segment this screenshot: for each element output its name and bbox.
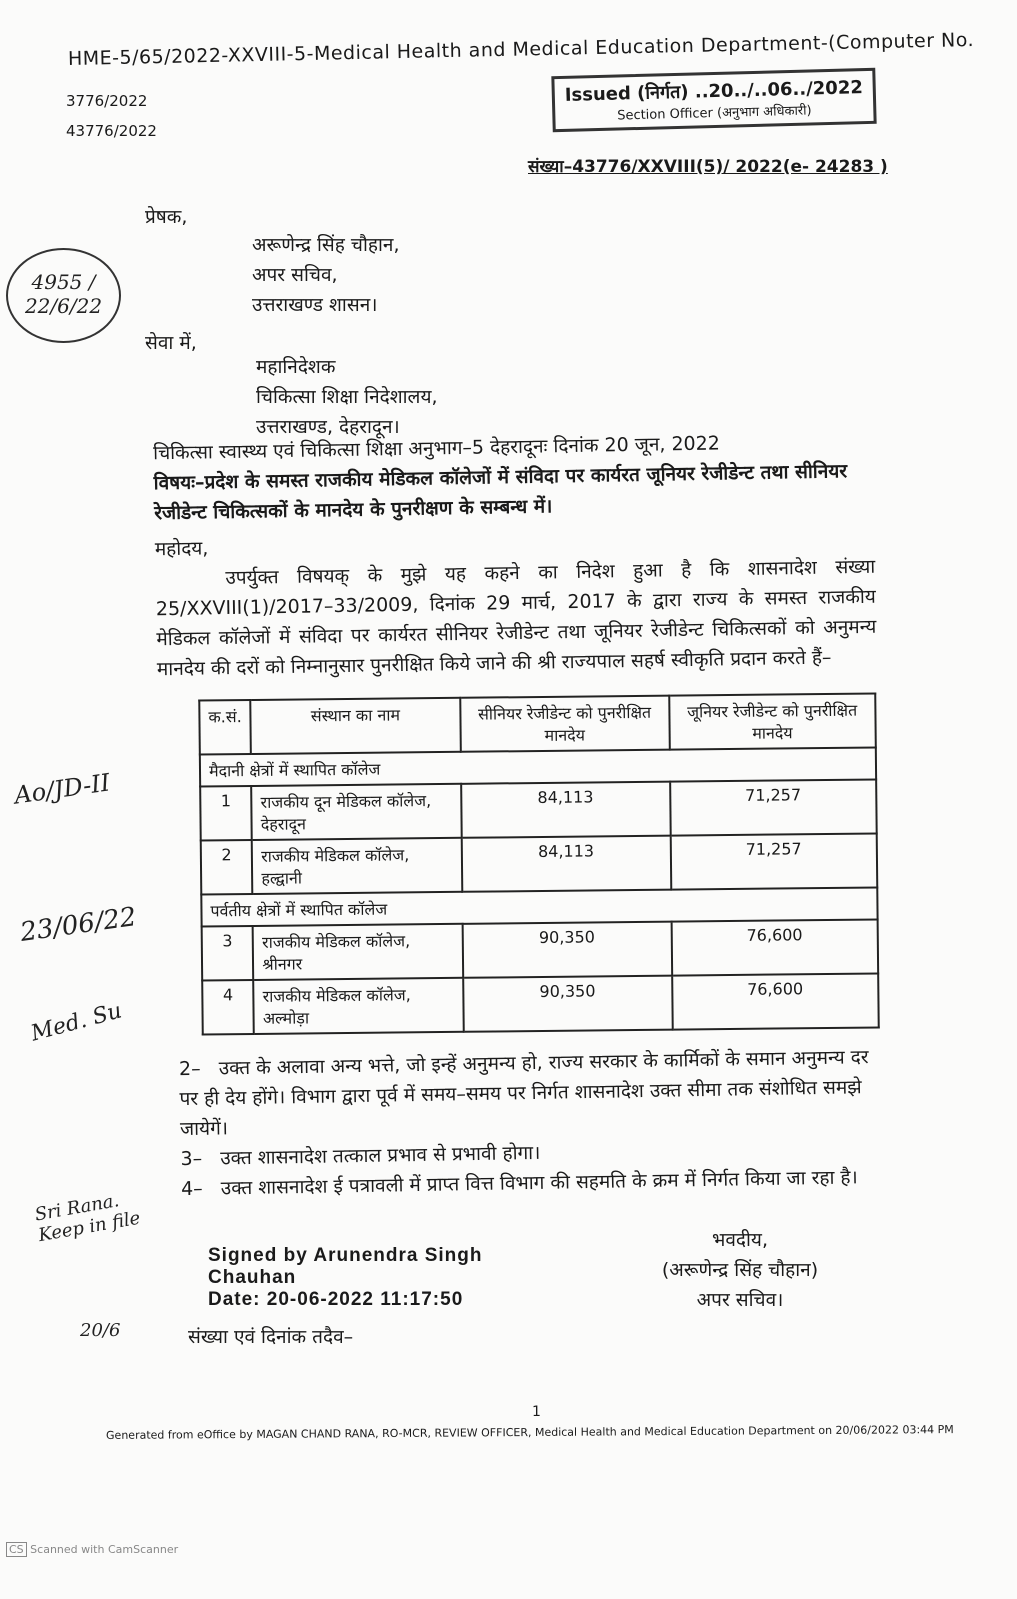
closing-block xyxy=(640,1225,840,1315)
handwritten-receipt-circle: 4955 / 22/6/22 xyxy=(6,248,121,343)
table-row xyxy=(202,919,879,980)
table-row xyxy=(201,833,878,894)
handwritten-note-4: Sri Rana. Keep in file xyxy=(33,1190,142,1247)
row-senior: 84,113 xyxy=(461,782,670,838)
recipient-label: सेवा में, xyxy=(145,332,197,354)
letter-number: संख्या–43776/XXVIII(5)/ 2022(e- 24283 ) xyxy=(528,157,888,177)
letter-body xyxy=(153,426,877,685)
camscanner-text: Scanned with CamScanner xyxy=(30,1543,179,1556)
row-institution: राजकीय मेडिकल कॉलेज, हल्द्वानी xyxy=(252,838,462,894)
digital-signature xyxy=(208,1245,482,1311)
signature-line-2: Chauhan xyxy=(208,1267,297,1288)
point-number: 4– xyxy=(180,1177,203,1201)
row-institution: राजकीय मेडिकल कॉलेज, श्रीनगर xyxy=(253,924,463,980)
col-header-institution: संस्थान का नाम xyxy=(251,698,461,754)
table-row xyxy=(200,779,877,840)
row-institution: राजकीय मेडिकल कॉलेज, अल्मोड़ा xyxy=(253,978,463,1034)
recipient-block xyxy=(256,352,438,442)
recipient-name: महानिदेशक xyxy=(256,356,336,378)
row-sno: 2 xyxy=(201,840,253,895)
sender-designation: अपर सचिव, xyxy=(252,264,338,286)
eoffice-footer: Generated from eOffice by MAGAN CHAND RANA, RO-MCR, REVIEW OFFICER, Medical Health and Medical Education Department on 20/06/2022 03:44 PM xyxy=(105,1423,954,1442)
subject: विषयः–प्रदेश के समस्त राजकीय मेडिकल कॉलेजों में संविदा पर कार्यरत जूनियर रेजीडेन्ट तथा सीनियर रेजीडेन्ट चिकित्सकों के मानदेय के पुनरीक्षण के सम्बन्ध में। xyxy=(153,460,848,525)
camscanner-logo-icon: CS xyxy=(6,1542,27,1557)
section-hills: पर्वतीय क्षेत्रों में स्थापित कॉलेज xyxy=(201,887,877,926)
recipient-place: उत्तराखण्ड, देहरादून। xyxy=(256,416,400,438)
department-line: चिकित्सा स्वास्थ्य एवं चिकित्सा शिक्षा अनुभाग–5 देहरादूनः दिनांक 20 जून, 2022 xyxy=(152,432,721,465)
point-number: 2– xyxy=(178,1057,201,1081)
handwritten-note-2: 23/06/22 xyxy=(18,902,139,948)
sender-office: उत्तराखण्ड शासन। xyxy=(252,294,378,316)
file-line: HME-5/65/2022-XXVIII-5-Medical Health and Medical Education Department-(Computer No. xyxy=(67,29,975,70)
closing-name: (अरूणेन्द्र सिंह चौहान) xyxy=(661,1259,819,1281)
row-junior: 76,600 xyxy=(672,973,879,1029)
closing-yours: भवदीय, xyxy=(712,1229,768,1251)
row-senior: 90,350 xyxy=(463,976,672,1032)
body-paragraph: उपर्युक्त विषयक् के मुझे यह कहने का निदेश हुआ है कि शासनादेश संख्या 25/XXVIII(1)/2017–33/2009, दिनांक 29 मार्च, 2017 के द्वारा राज्य के समस्त राजकीय मेडिकल कॉलेजों में संविदा पर कार्यरत सीनियर रेजीडेन्ट तथा जूनियर रेजीडेन्ट चिकित्सकों को अनुमन्य मानदेय की दरों को निम्नानुसार पुनरीक्षित किये जाने की श्री राज्यपाल सहर्ष स्वीकृति प्रदान करते हैं– xyxy=(155,555,877,681)
stamp-officer-text: Section Officer (अनुभाग अधिकारी) xyxy=(617,103,812,124)
row-senior: 84,113 xyxy=(461,836,670,892)
issued-stamp xyxy=(551,68,876,132)
salutation: महोदय, xyxy=(154,537,209,561)
handwritten-note-1: Ao/JD-II xyxy=(12,768,112,810)
col-header-sno: क.सं. xyxy=(199,700,251,755)
section-plains: मैदानी क्षेत्रों में स्थापित कॉलेज xyxy=(200,747,876,786)
handwritten-note-3: Med. Su xyxy=(28,998,125,1047)
point-item xyxy=(179,1042,885,1144)
closing-designation: अपर सचिव। xyxy=(696,1289,784,1311)
point-text: उक्त शासनादेश तत्काल प्रभाव से प्रभावी होगा। xyxy=(220,1141,541,1170)
sender-block xyxy=(252,230,400,320)
sender-label: प्रेषक, xyxy=(145,206,188,228)
row-sno: 4 xyxy=(202,980,254,1035)
ref-number-1: 3776/2022 xyxy=(66,92,148,110)
copy-line: संख्या एवं दिनांक तदैव– xyxy=(188,1326,354,1348)
signature-line-1: Signed by Arunendra Singh xyxy=(208,1245,483,1266)
point-text: उक्त शासनादेश ई पत्रावली में प्राप्त वित्त विभाग की सहमति के क्रम में निर्गत किया जा रहा है। xyxy=(220,1166,858,1200)
honorarium-table xyxy=(198,692,879,1035)
point-text: उक्त के अलावा अन्य भत्ते, जो इन्हें अनुमन्य हो, राज्य सरकार के कार्मिकों के समान अनुमन्य दर पर ही देय होंगे। विभाग द्वारा पूर्व में समय–समय पर निर्गत शासनादेश उक्त सीमा तक संशोधित समझे जायेगें। xyxy=(179,1046,869,1141)
col-header-junior: जूनियर रेजीडेन्ट को पुनरीक्षित मानदेय xyxy=(669,693,876,749)
row-junior: 71,257 xyxy=(670,779,877,835)
table-row xyxy=(202,973,879,1034)
handwritten-note-5: 20/6 xyxy=(80,1320,121,1341)
ref-number-2: 43776/2022 xyxy=(66,122,157,140)
row-sno: 1 xyxy=(200,786,252,841)
signature-date: Date: 20-06-2022 11:17:50 xyxy=(208,1289,464,1310)
row-junior: 71,257 xyxy=(670,833,877,889)
row-junior: 76,600 xyxy=(671,919,878,975)
recipient-office: चिकित्सा शिक्षा निदेशालय, xyxy=(256,386,438,408)
col-header-senior: सीनियर रेजीडेन्ट को पुनरीक्षित मानदेय xyxy=(460,696,669,752)
row-sno: 3 xyxy=(202,926,254,981)
points-list xyxy=(179,1042,887,1204)
row-institution: राजकीय दून मेडिकल कॉलेज, देहरादून xyxy=(251,784,461,840)
camscanner-watermark xyxy=(6,1543,178,1556)
point-number: 3– xyxy=(180,1147,203,1171)
row-senior: 90,350 xyxy=(462,922,671,978)
page-number: 1 xyxy=(532,1404,541,1420)
stamp-issued-text: Issued (निर्गत) ..20../..06../2022 xyxy=(564,77,864,106)
sender-name: अरूणेन्द्र सिंह चौहान, xyxy=(252,234,400,256)
